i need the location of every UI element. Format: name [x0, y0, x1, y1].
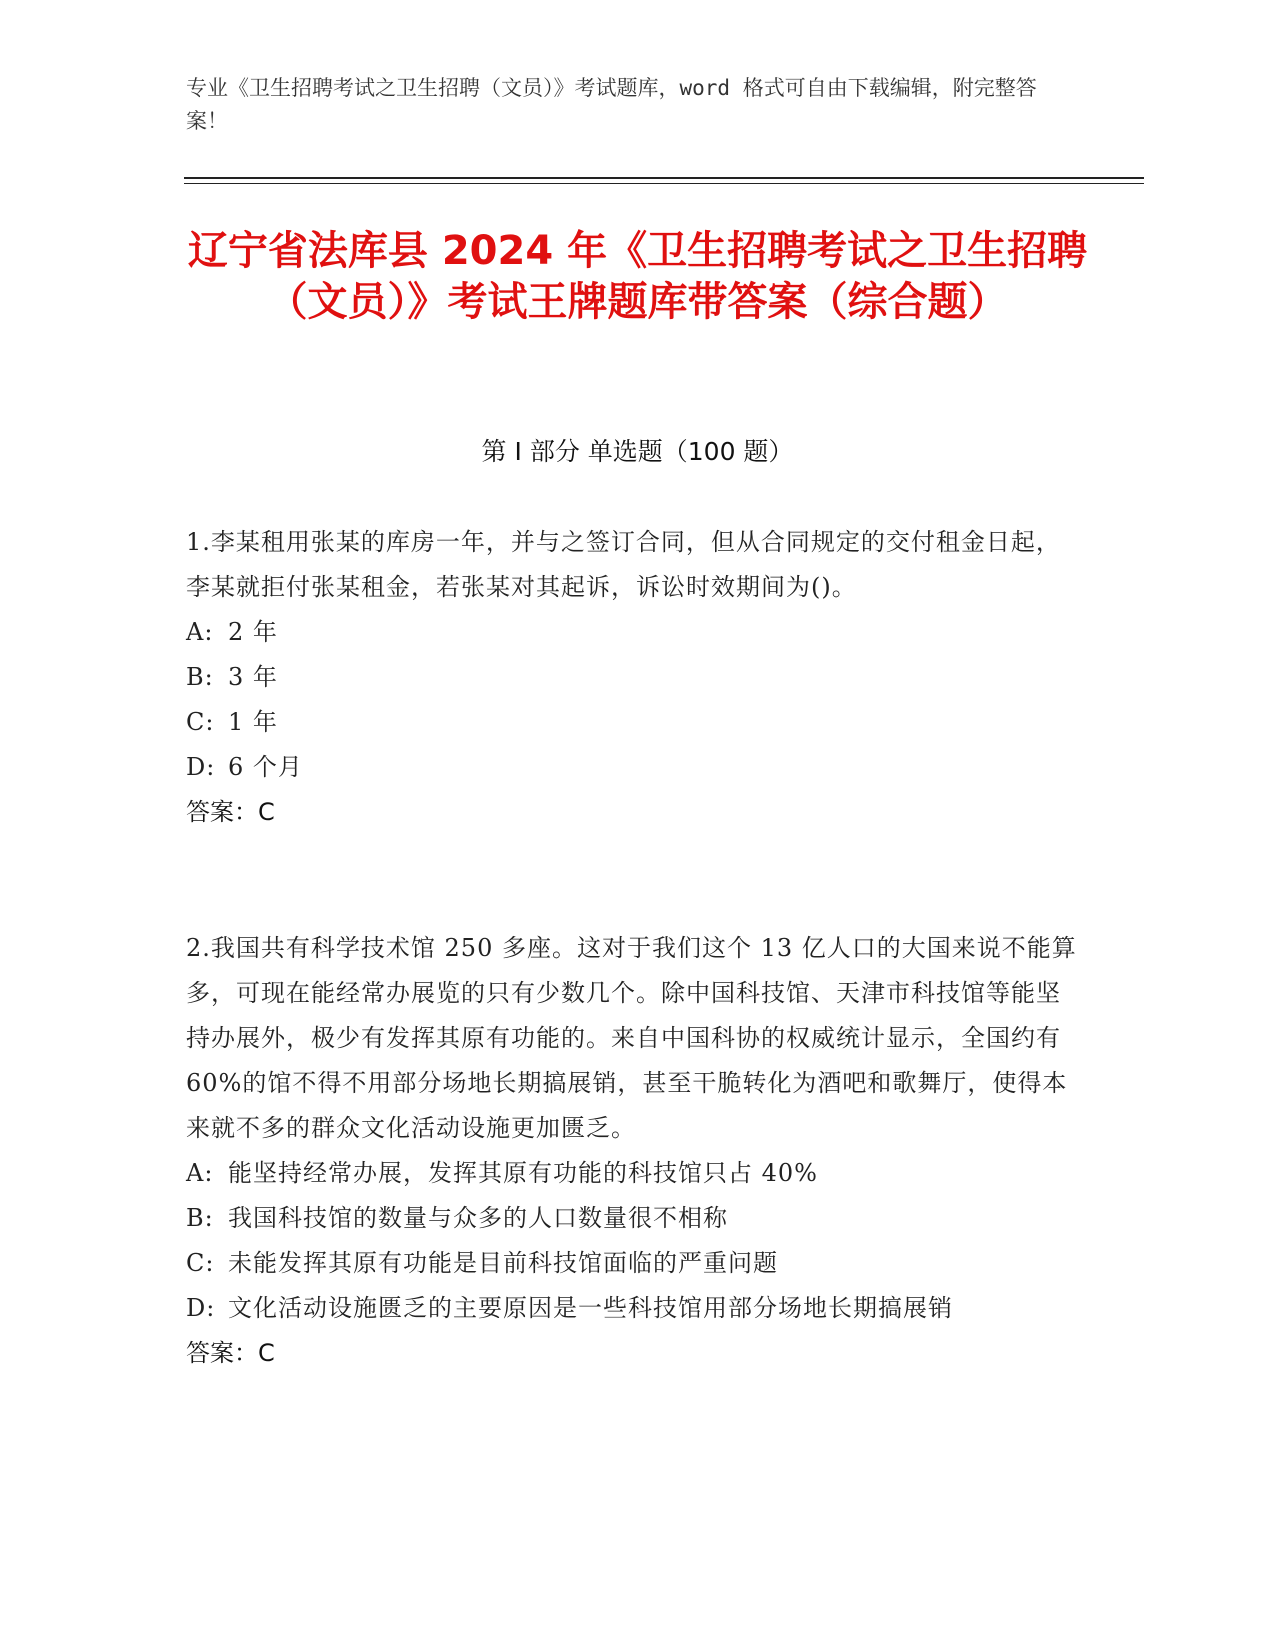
option-a — [186, 1151, 1081, 1196]
option-letter: D: — [186, 1294, 216, 1322]
question-2 — [186, 926, 1081, 1376]
answer-line: 答案：C — [186, 798, 275, 826]
question-stem: 2.我国共有科学技术馆 250 多座。这对于我们这个 13 亿人口的大国来说不能算多，可现在能经常办展览的只有少数几个。除中国科技馆、天津市科技馆等能坚持办展外，极少有发挥其原有功能的。来自中国科协的权威统计显示，全国约有 60%的馆不得不用部分场地长期搞展销，甚至干脆转化为酒吧和歌舞厅，使得本来就不多的群众文化活动设施更加匮乏。 — [186, 934, 1077, 1142]
answer-line: 答案：C — [186, 1339, 275, 1367]
option-b — [186, 655, 1081, 700]
option-text: 我国科技馆的数量与众多的人口数量很不相称 — [228, 1204, 728, 1232]
section-title: 第 I 部分 单选题（100 题） — [481, 437, 794, 466]
option-text: 2 年 — [228, 618, 278, 646]
option-text: 未能发挥其原有功能是目前科技馆面临的严重问题 — [228, 1249, 778, 1277]
option-letter: C: — [186, 708, 215, 736]
option-letter: B: — [186, 1204, 214, 1232]
option-a — [186, 610, 1081, 655]
option-text: 能坚持经常办展，发挥其原有功能的科技馆只占 40% — [228, 1159, 818, 1187]
option-text: 3 年 — [228, 663, 278, 691]
option-c — [186, 1241, 1081, 1286]
option-d — [186, 1286, 1081, 1331]
question-1 — [186, 520, 1081, 835]
question-stem: 1.李某租用张某的库房一年，并与之签订合同，但从合同规定的交付租金日起，李某就拒付张某租金，若张某对其起诉，诉讼时效期间为()。 — [186, 528, 1061, 601]
option-letter: A: — [186, 1159, 214, 1187]
document-title: 辽宁省法库县 2024 年《卫生招聘考试之卫生招聘（文员）》考试王牌题库带答案（综合题） — [187, 228, 1088, 325]
option-text: 6 个月 — [228, 753, 303, 781]
option-d — [186, 745, 1081, 790]
option-letter: C: — [186, 1249, 215, 1277]
option-text: 1 年 — [228, 708, 278, 736]
option-text: 文化活动设施匮乏的主要原因是一些科技馆用部分场地长期搞展销 — [228, 1294, 953, 1322]
option-c — [186, 700, 1081, 745]
header-rule-thin — [184, 183, 1144, 184]
header-note: 专业《卫生招聘考试之卫生招聘（文员）》考试题库，word 格式可自由下载编辑，附完整答案！ — [186, 76, 1037, 133]
option-letter: B: — [186, 663, 214, 691]
option-b — [186, 1196, 1081, 1241]
option-letter: D: — [186, 753, 216, 781]
header-rule-thick — [184, 177, 1144, 179]
option-letter: A: — [186, 618, 214, 646]
